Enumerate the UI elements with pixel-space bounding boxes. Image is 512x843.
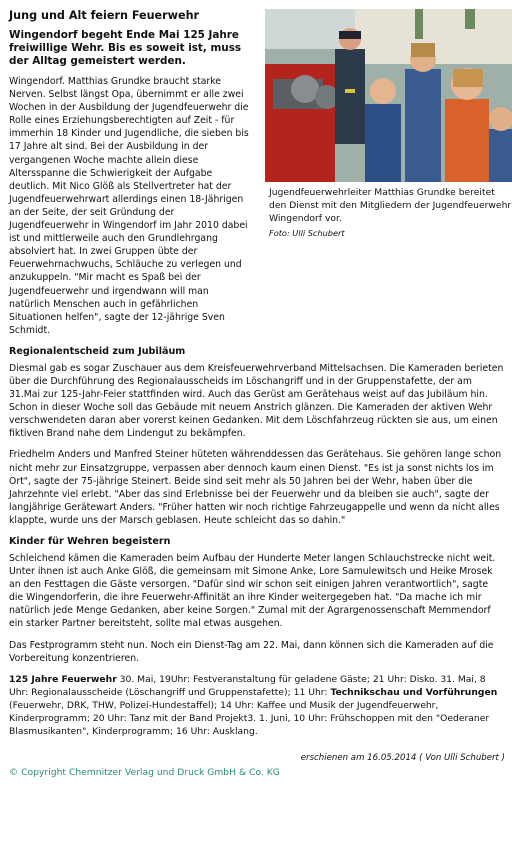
article-intro: Wingendorf. Matthias Grundke braucht starke Nerven. Selbst längst Opa, übernimmt er alle zwei Wochen in der Ausbildung der Jugendfeuerwehr die Rolle eines Erziehungsberechtigten auf Zeit - für immerhin 18 Kinder und Jugendliche, die sieben bis 17 Jahre alt sind. Bei der Ausbildung in der vergangenen Woche machte allein diese Altersspanne die Schwierigkeit der Aufgabe deutlich. Mit Nico Glöß als Stellvertreter hat der Jugendfeuerwehrwart allerdings einen 18-Jährigen an der Seite, der seit Gründung der Jugendfeuerwehr in Wingendorf im Jahr 2010 dabei ist und mittlerweile auch den Grundlehrgang absolviert hat. In zwei Gruppen übte der Feuerwehrnachwuchs, Schläuche zu verlegen und anzukuppeln. "Mir macht es Spaß bei der Jugendfeuerwehr und irgendwann will man natürlich Menschen auch in gefährlichen Situationen helfen", sagte der 12-jährige Sven Schmidt. [9,76,249,336]
section-title-kinder: Kinder für Wehren begeistern [9,536,171,547]
section2-paragraph-2: Das Festprogramm steht nun. Noch ein Dienst-Tag am 22. Mai, dann können sich die Kameraden auf die Vorbereitung konzentrieren. [9,639,494,664]
program-label-technikschau: Technikschau und Vorführungen [330,686,498,698]
section1-paragraph-2: Friedhelm Anders und Manfred Steiner hüteten währenddessen das Gerätehaus. Sie gehören lange schon nicht mehr zur Einsatzgruppe, verpassen aber dennoch kaum einen Dienst. "Es ist ja sonst nichts los im Ort", sagte der 75-jährige Steinert. Beide sind seit mehr als 50 Jahren bei der Wehr, haben über die Jahrzehnte viel erlebt. "Aber das sind Erlebnisse bei der Feuerwehr und da bleiben sie auch", sagte der langjährige Gerätewart Anders. "Früher hatten wir noch richtige Fahrzeugappelle und wenn da nicht alles klappte, wurde uns der Marsch geblasen. Heute schleicht das so dahin." [9,449,502,526]
photo-caption: Jugendfeuerwehrleiter Matthias Grundke bereitet den Dienst mit den Mitgliedern der Jugendfeuerwehr Wingendorf vor. [269,187,512,224]
program-label-anniversary: 125 Jahre Feuerwehr [9,673,117,685]
festival-program [9,673,505,738]
section-title-regionalentscheid: Regionalentscheid zum Jubiläum [9,345,186,357]
section2-paragraph-1: Schleichend kämen die Kameraden beim Aufbau der Hunderte Meter langen Schlauchstrecke nicht weit. Unter ihnen ist auch Anke Glöß, die gemeinsam mit Simone Anke, Lore Samulewitsch und Heike Mrosek an den Festtagen die Gäste versorgen. "Dafür sind wir schon seit einigen Jahren verantwortlich", sagte die Wingendorferin, die ihre Feuerwehr-Affinität an ihre Kinder weitergegeben hat. "Da mache ich mir natürlich jede Menge Gedanken, aber keine Sorgen." Zumal mit der Agrargenossenschaft Memmendorf ein starker Partner bereitsteht, sollte mal etwas ausgehen. [9,553,496,630]
article-headline: Jung und Alt feiern Feuerwehr [9,9,200,22]
photo-credit: Foto: Ulli Schubert [269,228,345,238]
article-page [9,9,512,779]
article-photo [265,9,512,182]
section1-paragraph-1: Diesmal gab es sogar Zuschauer aus dem Kreisfeuerwehrverband Mittelsachsen. Die Kameraden berieten über die Durchführung des Regionalausscheids im Löschangriff und in der Gruppenstafette, der am 31.Mai zur 125-Jahr-Feier stattfinden wird. Auch das Gerüst am Gerätehaus weist auf das Jubiläum hin. Schon in dieser Woche soll das Gebäude mit neuem Anstrich glänzen. Die Kameraden der aktiven Wehr verschwendeten daran aber vorerst keinen Gedanken. Mit dem Löschfahrzeug rückten sie aus, um einen fiktiven Brand nahe dem Lindengut zu bekämpfen. [9,362,504,440]
published-date: erschienen am 16.05.2014 ( Von Ulli Schubert ) [300,753,505,764]
program-text-2: (Feuerwehr, DRK, THW, Polizei-Hundestaffel); 14 Uhr: Kaffee und Musik der Jugendfeuerwehr, Kinderprogramm; 20 Uhr: Tanz mit der Band Projekt3. 1. Juni, 10 Uhr: Frühschoppen mit den "Oederaner Blasmusikanten", Kinderprogramm; 16 Uhr: Ausklang. [9,699,490,738]
firefighters-photo-illustration [265,9,512,182]
article-subheadline: Wingendorf begeht Ende Mai 125 Jahre freiwillige Wehr. Bis es soweit ist, muss der Alltag gemeistert werden. [9,29,242,67]
article-figure [265,9,512,238]
copyright-notice: © Copyright Chemnitzer Verlag und Druck GmbH & Co. KG [9,767,280,779]
program-text-1: 30. Mai, 19Uhr: Festveranstaltung für geladene Gäste; 21 Uhr: Disko. 31. Mai, 8 Uhr: Regionalausscheide (Löschangriff und Gruppenstafette); 11 Uhr: [9,673,486,698]
